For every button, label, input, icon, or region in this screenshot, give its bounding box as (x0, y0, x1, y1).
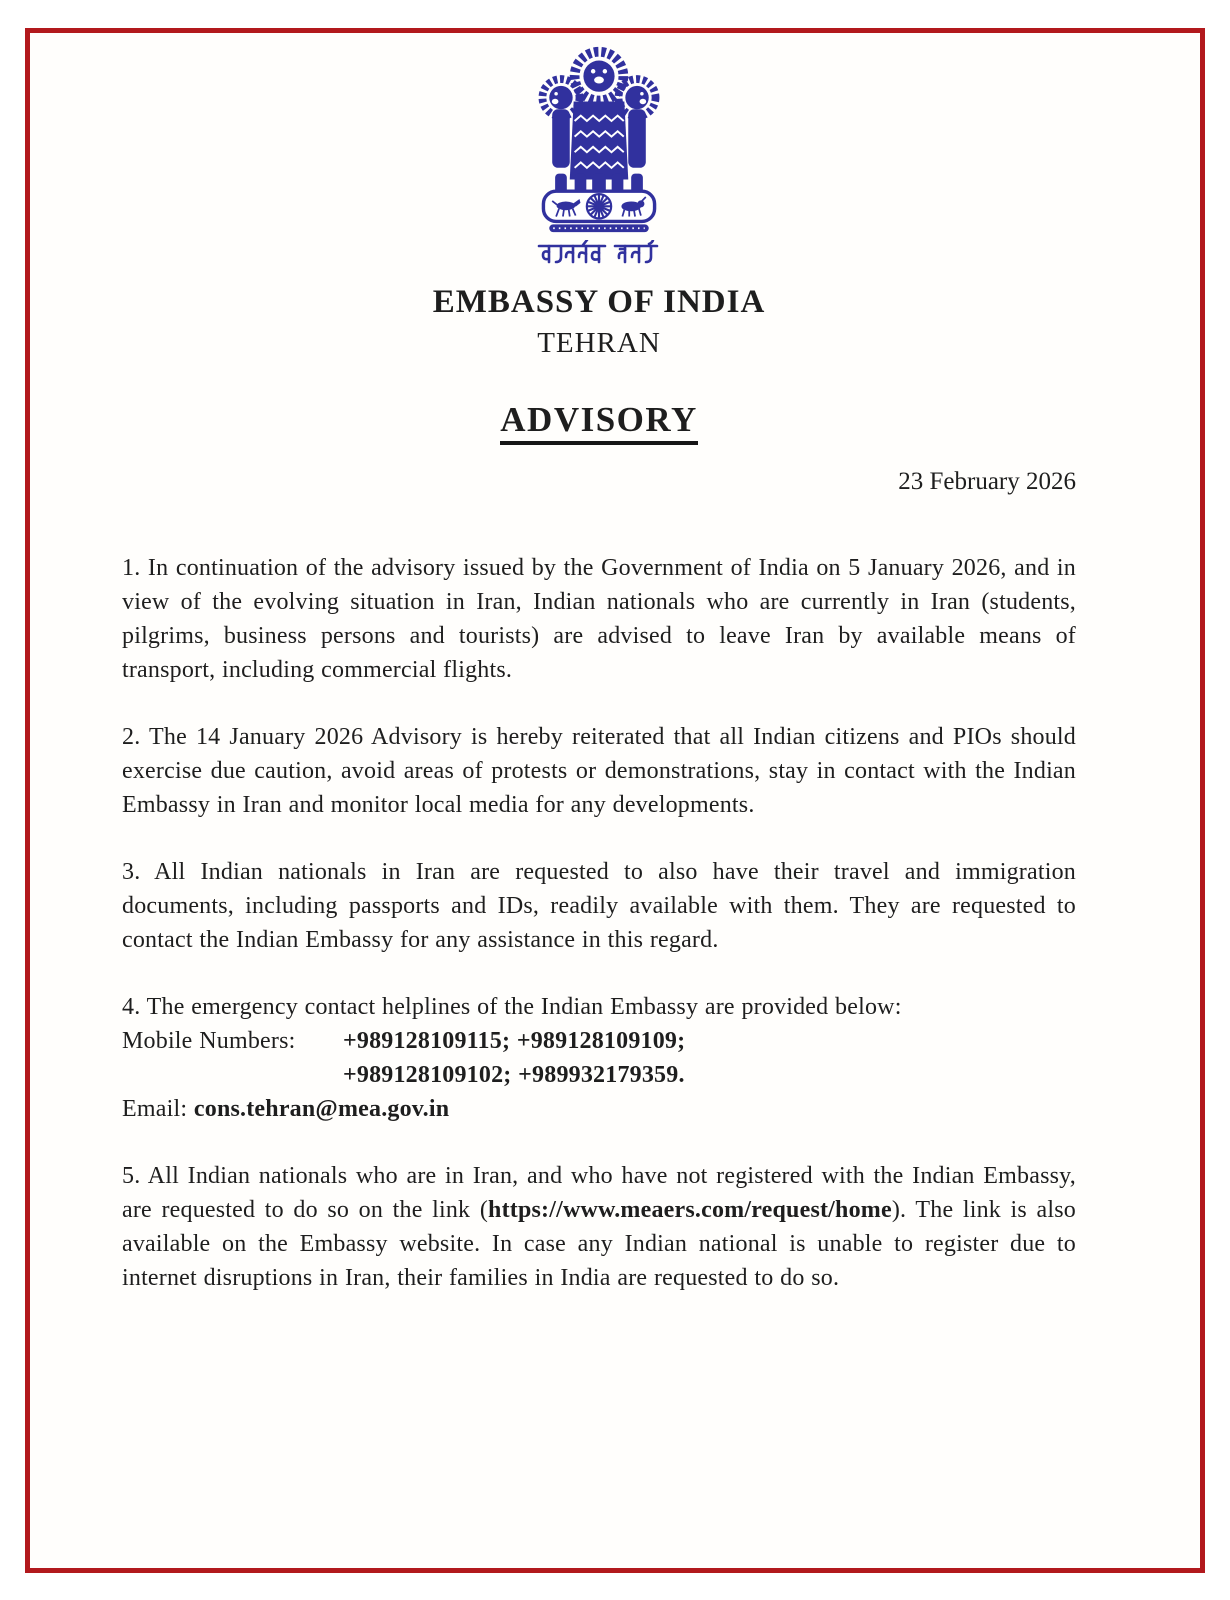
mobile-numbers-line-2 (122, 1058, 1076, 1092)
mobile-numbers-label: Mobile Numbers: (122, 1027, 296, 1054)
paragraph-5 (122, 1159, 1076, 1295)
registration-link-url: https://www.meaers.com/request/home (488, 1196, 892, 1223)
paragraph-2: 2. The 14 January 2026 Advisory is hereby reiterated that all Indian citizens and PIOs should exercise due caution, avoid areas of protests or demonstrations, stay in contact with the Indian Embassy in Iran and monitor local media for any developments. (122, 723, 1076, 818)
email-label: Email: (122, 1095, 188, 1122)
p5-text-after-link: ). The link is also available on the Embassy website. In case any Indian national is unable to register due to internet disruptions in Iran, their families in India are requested to do so. (122, 1196, 1076, 1291)
document-date: 23 February 2026 (898, 467, 1076, 495)
paragraph-4 (122, 990, 1076, 1126)
paragraph-1: 1. In continuation of the advisory issued by the Government of India on 5 January 2026, and in view of the evolving situation in Iran, Indian nationals who are currently in Iran (students, pilgrims, business persons and tourists) are advised to leave Iran by available means of transport, including commercial flights. (122, 554, 1076, 683)
document-title: ADVISORY (500, 402, 697, 445)
email-address: cons.tehran@mea.gov.in (193, 1095, 450, 1122)
helplines-intro: 4. The emergency contact helplines of the Indian Embassy are provided below: (122, 993, 902, 1020)
title-row (122, 402, 1076, 445)
emblem-block (122, 33, 1076, 267)
mobile-numbers-group-1: +989128109115; +989128109109; (343, 1027, 686, 1054)
paragraph-3: 3. All Indian nationals in Iran are requested to also have their travel and immigration documents, including passports and IDs, readily available with them. They are requested to contact the Indian Embassy for any assistance in this regard. (122, 858, 1076, 953)
mobile-numbers-line-1 (122, 1024, 1076, 1058)
org-location: TEHRAN (537, 326, 661, 359)
org-name: EMBASSY OF INDIA (432, 284, 766, 320)
page-border-frame (25, 28, 1205, 1573)
motto-satyameva-jayate (537, 240, 661, 267)
mobile-numbers-group-2: +989128109102; +989932179359. (343, 1061, 685, 1088)
p5-text-before-link: 5. All Indian nationals who are in Iran, and who have not registered with the Indian Embassy, are requested to do so on the link ( (122, 1162, 1076, 1223)
email-line (122, 1092, 1076, 1126)
national-emblem-icon (524, 43, 674, 238)
document-content (122, 33, 1076, 1295)
